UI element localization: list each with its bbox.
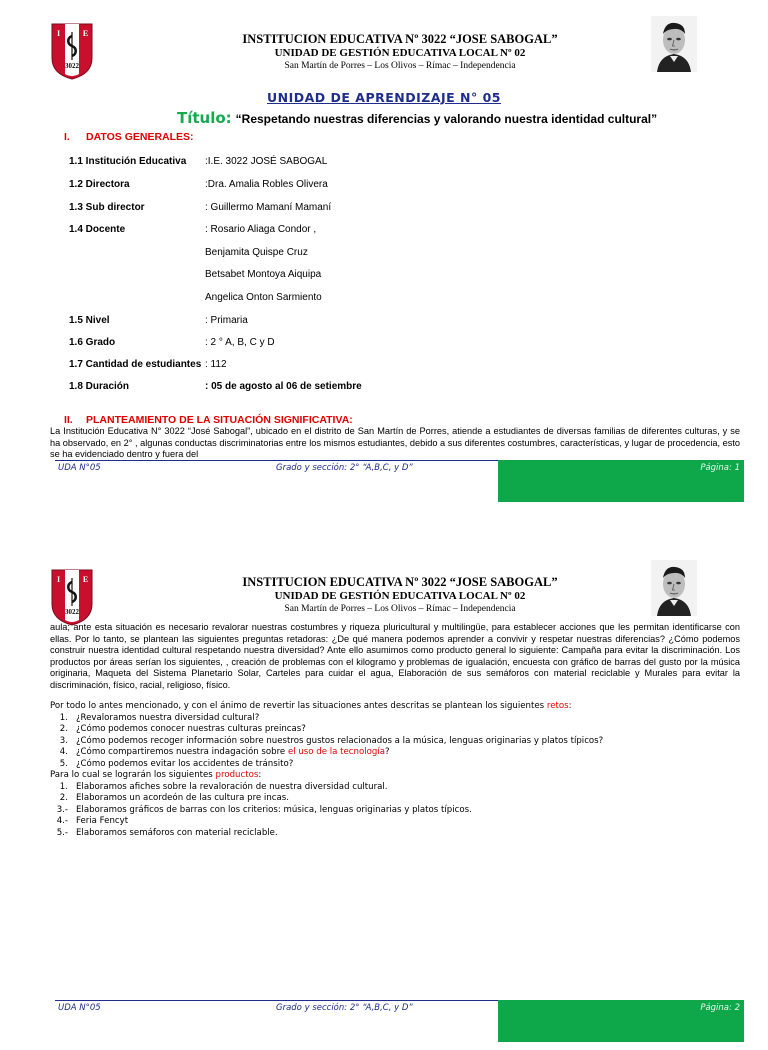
productos-number: 1. [59,781,68,792]
datos-key: 1.2 Directora [69,179,130,190]
titulo-text: “Respetando nuestras diferencias y valorando nuestra identidad cultural” [235,112,658,126]
section-heading-datos: I. DATOS GENERALES: [64,131,194,143]
datos-key: 1.4 Docente [69,224,126,235]
retos-text: ¿Cómo podemos conocer nuestras culturas preincas? [76,724,306,734]
document-page-2 [0,512,768,1024]
datos-value: Angelica Onton Sarmiento [205,292,322,303]
logo-letter-i: I [56,29,61,38]
retos-number: 1. [59,712,68,723]
productos-number: 3.- [56,804,68,815]
logo-letter-e: E [82,29,89,38]
situacion-paragraph-part2: aula; ante esta situación es necesario revalorar nuestras costumbres y riqueza pluricultural y multilingüe, para establecer acciones que les permitan identificarse con ellas. Por lo tanto, se plantean las siguientes preguntas retadoras: ¿De qué manera podemos aprender a convivir y respetar nuestras diferencias? ¿Cómo podemos construir nuestra identidad cultural respetando nuestra diversidad? Ante ello asumimos como producto general lo siguiente: Campaña para evitar la discriminación. Los productos por áreas serían los siguientes, , creación de problemas con el kilogramo y problemas de igualación, encuesta con gráfico de barras del gusto por la música originaria, Maqueta del Sistema Planetario Solar, Carteles para cuidar el agua, Elaboración de sus semáforos con material reciclable y Murales para evitar la discriminación, físico, racial, religioso, físico. [50,622,740,690]
productos-item [50,816,750,828]
document-header [120,575,680,615]
retos-item [50,713,750,725]
school-crest-logo [50,22,94,80]
titulo-label: Título: [177,109,232,127]
page-footer-2 [0,1000,768,1050]
datos-value: : 05 de agosto al 06 de setiembre [205,381,362,392]
school-crest-logo [50,568,94,626]
datos-key: 1.8 Duración [69,381,130,392]
founder-portrait-image [651,16,697,72]
retos-item [50,724,750,736]
datos-key: 1.3 Sub director [69,202,145,213]
productos-item [50,793,750,805]
retos-text: ¿Revaloramos nuestra diversidad cultural? [76,712,260,723]
section-heading-situacion: II. PLANTEAMIENTO DE LA SITUACIÓN SIGNIFICATIVA: [64,414,353,426]
productos-number: 2. [59,793,68,803]
productos-item [50,782,750,794]
datos-value: Betsabet Montoya Aiquipa [205,269,322,280]
productos-intro: Para lo cual se lograrán los siguientes productos: [50,770,262,780]
productos-text: Feria Fencyt [76,816,129,826]
retos-list [50,713,750,771]
retos-item [50,736,750,748]
productos-text: Elaboramos gráficos de barras con los criterios: música, lenguas originarias y platos típicos. [76,804,472,815]
datos-key: 1.6 Grado [69,337,116,348]
logo-letter-i: I [56,575,61,584]
document-header [120,32,680,72]
productos-list [50,782,750,840]
school-name: INSTITUCION EDUCATIVA Nº 3022 “JOSE SABOGAL” [242,575,558,589]
retos-number: 4. [59,747,68,757]
retos-highlight: el uso de la tecnología [287,747,385,757]
datos-value: : Primaria [205,315,248,326]
footer-grado: Grado y sección: 2° “A,B,C, y D” [276,463,413,473]
logo-letter-e: E [82,575,89,584]
retos-number: 5. [59,758,68,769]
logo-number: 3022 [65,62,79,70]
footer-page-number: Página: 1 [700,463,740,473]
productos-item [50,828,750,840]
retos-number: 2. [59,724,68,734]
footer-grado: Grado y sección: 2° “A,B,C, y D” [276,1003,413,1013]
page-footer-1 [0,460,768,510]
unit-title: UNIDAD DE APRENDIZAJE N° 05 [266,90,502,105]
unit-theme [177,109,657,128]
productos-text: Elaboramos semáforos con material reciclable. [76,827,278,838]
retos-block [50,701,750,839]
datos-key: 1.1 Institución Educativa [69,156,187,167]
retos-text: ¿Cómo compartiremos nuestra indagación sobre [76,747,288,757]
productos-keyword: productos [215,770,259,780]
retos-intro: Por todo lo antes mencionado, y con el ánimo de revertir las situaciones antes descritas se plantean los siguientes retos: [50,701,572,711]
districts: San Martín de Porres – Los Olivos – Rímac – Independencia [284,61,516,71]
retos-text: ¿Cómo podemos recoger información sobre nuestros gustos relacionados a la música, lenguas originarias y platos típicos? [76,735,604,746]
productos-item [50,805,750,817]
footer-uda: UDA N°05 [58,1003,101,1013]
datos-value: :I.E. 3022 JOSÉ SABOGAL [205,156,328,167]
productos-number: 4.- [56,816,68,826]
retos-item [50,759,750,771]
footer-uda: UDA N°05 [58,463,101,473]
datos-value: : 2 ° A, B, C y D [205,337,275,348]
districts: San Martín de Porres – Los Olivos – Rímac – Independencia [284,604,516,614]
datos-key: 1.7 Cantidad de estudiantes [69,359,202,370]
founder-portrait-image [651,560,697,616]
school-name: INSTITUCION EDUCATIVA Nº 3022 “JOSE SABOGAL” [242,32,558,46]
datos-value: Benjamita Quispe Cruz [205,247,308,258]
ugel-name: UNIDAD DE GESTIÓN EDUCATIVA LOCAL Nº 02 [274,590,526,602]
retos-text: ¿Cómo podemos evitar los accidentes de tránsito? [76,758,294,769]
retos-keyword: retos [546,701,569,711]
retos-item: 4. ¿Cómo compartiremos nuestra indagación sobre el uso de la tecnología? [50,747,750,759]
footer-page-number: Página: 2 [700,1003,740,1013]
logo-number: 3022 [65,608,79,616]
datos-value: : Rosario Aliaga Condor , [205,224,317,235]
productos-number: 5.- [56,827,68,838]
productos-text: Elaboramos afiches sobre la revaloración de nuestra diversidad cultural. [76,781,388,792]
datos-value: :Dra. Amalia Robles Olivera [205,179,328,190]
ugel-name: UNIDAD DE GESTIÓN EDUCATIVA LOCAL Nº 02 [274,47,526,59]
document-page-1 [0,0,768,512]
datos-value: : 112 [205,359,227,370]
retos-number: 3. [59,735,68,746]
datos-value: : Guillermo Mamaní Mamaní [205,202,332,213]
datos-key: 1.5 Nivel [69,315,110,326]
situacion-paragraph-part1: La Institución Educativa N° 3022 “José Sabogal”, ubicado en el distrito de San Martín de Porres, atiende a estudiantes de diversas familias de diferentes culturas, y se ha observado, en 2° , algunas conductas discriminatorias entre los mismos estudiantes, debido a sus diferentes costumbres, características, y lugar de procedencia, esto se ha evidenciado dentro y fuera del [50,426,740,459]
productos-text: Elaboramos un acordeón de las cultura pre incas. [76,793,289,803]
